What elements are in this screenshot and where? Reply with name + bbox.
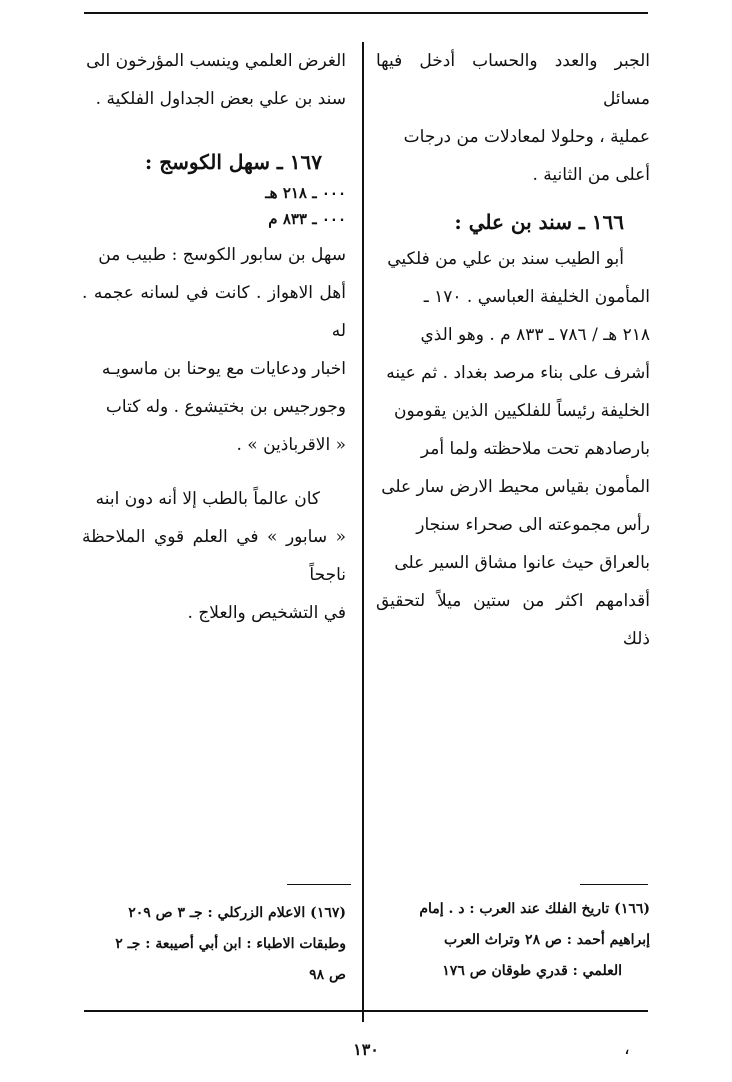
entry-heading-166: ١٦٦ ـ سند بن علي : xyxy=(454,210,624,234)
footnote-166 xyxy=(376,894,650,987)
footnote-rule-left xyxy=(287,884,351,885)
footnote-line: إبراهيم أحمد : ص ٢٨ وتراث العرب xyxy=(444,932,650,948)
text-line: كان عالماً بالطب إلا أنه دون ابنه xyxy=(95,489,320,509)
text-line: أهل الاهواز . كانت في لسانه عجمه . له xyxy=(82,283,346,341)
footnote-167 xyxy=(82,898,346,991)
text-line: المأمون بقياس محيط الارض سار على xyxy=(381,477,650,497)
hijri-dates: ٠٠٠ ـ ٢١٨ هـ xyxy=(265,184,346,202)
text-line: سند بن علي بعض الجداول الفلكية . xyxy=(95,89,346,109)
text-line: ٢١٨ هـ / ٧٨٦ ـ ٨٣٣ م . وهو الذي xyxy=(420,325,650,345)
footnote-rule-right xyxy=(580,884,648,885)
column-divider xyxy=(362,42,364,1022)
text-line: بارصادهم تحت ملاحظته ولما أمر xyxy=(420,439,650,459)
top-rule xyxy=(84,12,648,14)
text-line: « سابور » في العلم قوي الملاحظة ناجحاً xyxy=(82,527,346,585)
footnote-line: العلمي : قدري طوقان ص ١٧٦ xyxy=(442,963,622,979)
text-line: بالعراق حيث عانوا مشاق السير على xyxy=(394,553,650,573)
text-line: في التشخيص والعلاج . xyxy=(187,603,346,623)
text-line: الغرض العلمي وينسب المؤرخون الى xyxy=(86,51,346,71)
text-line: سهل بن سابور الكوسج : طبيب من xyxy=(98,245,346,265)
page-number: ١٣٠ xyxy=(353,1040,379,1059)
text-line: رأس مجموعته الى صحراء سنجار xyxy=(416,515,650,535)
text-line: الجبر والعدد والحساب أدخل فيها مسائل xyxy=(376,51,650,109)
bottom-rule xyxy=(84,1010,648,1012)
text-line: اخبار ودعايات مع يوحنا بن ماسويـه xyxy=(101,359,346,379)
text-line: أبو الطيب سند بن علي من فلكيي xyxy=(387,249,624,269)
gregorian-dates: ٠٠٠ ـ ٨٣٣ م xyxy=(268,210,346,228)
text-line: أعلى من الثانية . xyxy=(532,165,650,185)
footnote-line: (١٦٧) الاعلام الزركلي : جـ ٣ ص ٢٠٩ xyxy=(128,905,346,921)
text-line: أقدامهم اكثر من ستين ميلاً لتحقيق ذلك xyxy=(376,591,650,649)
text-line: عملية ، وحلولا لمعادلات من درجات xyxy=(403,127,650,147)
left-column xyxy=(82,42,346,632)
text-line: أشرف على بناء مرصد بغداد . ثم عينه xyxy=(386,363,650,383)
footnote-line: وطبقات الاطباء : ابن أبي أصيبعة : جـ ٢ xyxy=(115,936,346,952)
footnote-line: (١٦٦) تاريخ الفلك عند العرب : د . إمام xyxy=(419,901,650,917)
right-column xyxy=(376,42,650,658)
footnote-line: ص ٩٨ xyxy=(309,967,346,983)
corner-mark: ، xyxy=(624,1038,630,1059)
text-line: « الاقرباذين » . xyxy=(236,435,346,455)
text-line: المأمون الخليفة العباسي . ١٧٠ ـ xyxy=(423,287,650,307)
entry-heading-167: ١٦٧ ـ سهل الكوسج : xyxy=(144,150,322,174)
text-line: الخليفة رئيساً للفلكيين الذين يقومون xyxy=(394,401,650,421)
text-line: وجورجيس بن بختيشوع . وله كتاب xyxy=(105,397,346,417)
